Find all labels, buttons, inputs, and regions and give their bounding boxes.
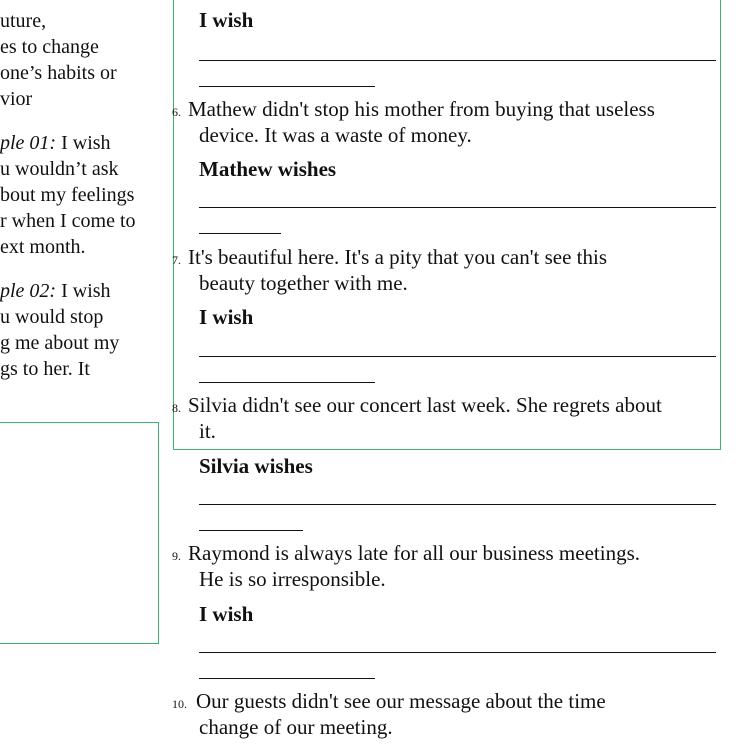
item-10-line-1: Our guests didn't see our message about the time: [196, 689, 606, 713]
item-8-number: 8.: [172, 401, 181, 415]
item-7-line-1: It's beautiful here. It's a pity that you can't see this: [188, 245, 607, 269]
example-1-heading-text: I wish: [56, 132, 111, 154]
item-6-stem: Mathew wishes: [199, 157, 337, 181]
item-9-answer-line-1[interactable]: [199, 652, 716, 653]
example-2-label: ple 02:: [0, 280, 57, 302]
item-7-prompt: [172, 245, 607, 273]
item-8-stem: Silvia wishes: [199, 454, 313, 478]
item-6-line-2: device. It was a waste of money.: [199, 123, 472, 147]
item-8-answer-line-2[interactable]: [199, 530, 303, 531]
example-1-line: r when I come to: [0, 210, 136, 232]
item-10-prompt: [172, 689, 606, 717]
item-7-answer-line-2[interactable]: [199, 382, 375, 383]
left-green-box: [0, 422, 159, 644]
item-7-answer-line-1[interactable]: [199, 356, 716, 357]
item-5-answer-line-1[interactable]: [199, 60, 716, 61]
item-7-stem: I wish: [199, 305, 254, 329]
item-6-answer-line-1[interactable]: [199, 207, 716, 208]
item-6-number: 6.: [172, 105, 181, 119]
item-10-line-2: change of our meeting.: [199, 715, 393, 739]
item-6-prompt: [172, 97, 655, 125]
item-5-answer-line-2[interactable]: [199, 86, 375, 87]
item-9-stem: I wish: [199, 602, 254, 626]
item-5-stem: I wish: [199, 8, 254, 32]
item-8-answer-line-1[interactable]: [199, 504, 716, 505]
item-6-line-1: Mathew didn't stop his mother from buying that useless: [188, 97, 655, 121]
example-2-line: g me about my: [0, 332, 120, 354]
example-1-line: ext month.: [0, 236, 86, 258]
item-8-prompt: [172, 393, 662, 421]
item-9-answer-line-2[interactable]: [199, 678, 375, 679]
example-1-line: bout my feelings: [0, 184, 135, 206]
item-8-line-1: Silvia didn't see our concert last week. She regrets about: [188, 393, 662, 417]
example-2-heading: [0, 278, 158, 304]
example-1-line: u wouldn’t ask: [0, 158, 119, 180]
item-9-prompt: [172, 541, 640, 569]
example-2-line: u would stop: [0, 306, 104, 328]
item-7-number: 7.: [172, 253, 181, 267]
example-1-label: ple 01:: [0, 132, 57, 154]
example-2-heading-text: I wish: [56, 280, 111, 302]
item-6-answer-line-2[interactable]: [199, 233, 281, 234]
item-8-line-2: it.: [199, 419, 216, 443]
example-2-line: gs to her. It: [0, 358, 90, 380]
item-9-line-2: He is so irresponsible.: [199, 567, 386, 591]
left-line: uture,: [0, 10, 47, 32]
item-9-number: 9.: [172, 549, 181, 563]
left-column-text: [0, 8, 158, 382]
item-10-number: 10.: [172, 697, 187, 711]
left-line: es to change: [0, 36, 99, 58]
item-9-line-1: Raymond is always late for all our business meetings.: [188, 541, 641, 565]
item-7-line-2: beauty together with me.: [199, 271, 408, 295]
left-line: one’s habits or: [0, 62, 117, 84]
left-line: vior: [0, 88, 33, 110]
example-1-heading: [0, 130, 158, 156]
